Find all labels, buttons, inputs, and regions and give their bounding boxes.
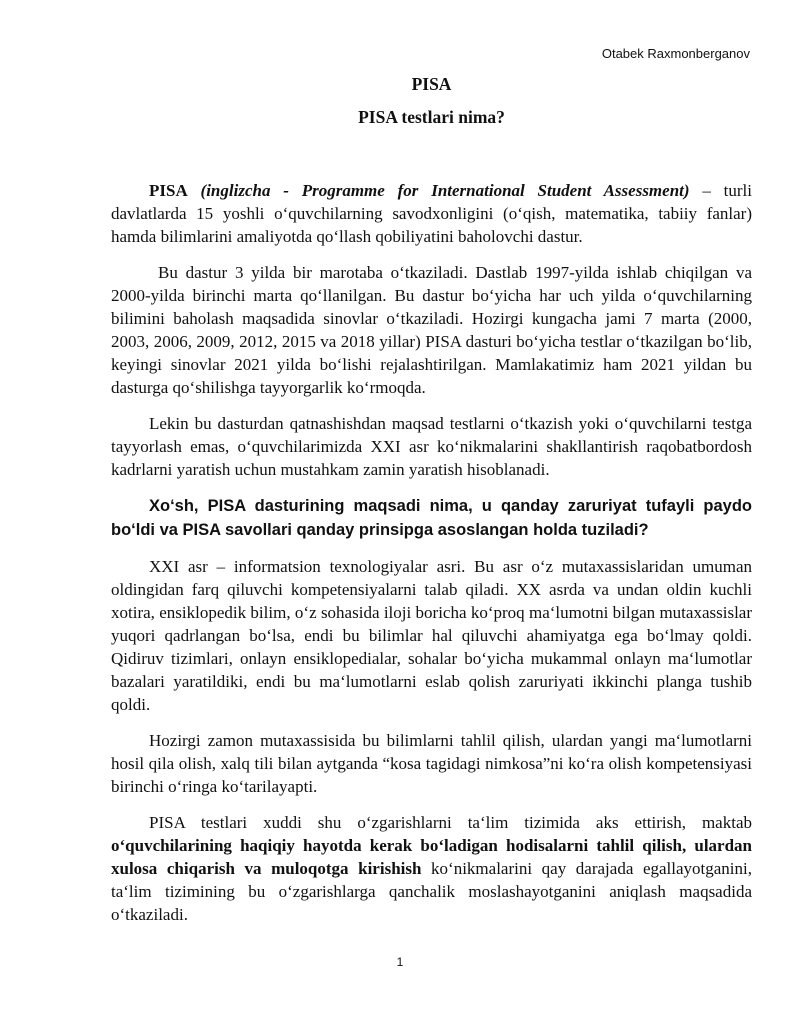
intro-lead-italic: (inglizcha - Programme for International Student Assessment) [200,181,690,200]
page-number: 1 [396,955,404,969]
paragraph-modern-specialist: Hozirgi zamon mutaxassisida bu bilimlarni tahlil qilish, ulardan yangi ma‘lumotlarni hosil qila olish, xalq tili bilan aytganda “kosa tagidagi nimkosa”ni ko‘ra olish kompetensiyasi birinchi o‘ringa ko‘tarilayapti. [111,731,752,796]
paragraph-pisa-tests [111,811,752,926]
header-author: Otabek Raxmonberganov [601,46,750,61]
document-title: PISA [411,74,452,94]
paragraph-intro [111,179,752,248]
paragraph-schedule: Bu dastur 3 yilda bir marotaba o‘tkaziladi. Dastlab 1997-yilda ishlab chiqilgan va 2000-yilda birinchi marta qo‘llanilgan. Bu dastur bo‘yicha har uch yilda o‘quvchilarning bilimini baholash maqsadida sinovlar o‘tkaziladi. Hozirgi kungacha jami 7 marta (2000, 2003, 2006, 2009, 2012, 2015 va 2018 yillar) PISA dasturi bo‘yicha testlar o‘tkazilgan bo‘lib, keyingi sinovlar 2021 yilda bo‘lishi rejalashtirilgan. Mamlakatimiz ham 2021 yildan bu dasturga qo‘shilishga tayyorgarlik ko‘rmoqda. [111,263,752,397]
pisa-tests-end: ko‘nikmalarini qay darajada egallayotganini, ta‘lim tizimining bu o‘zgarishlarga qanchalik moslashayotganini aniqlash maqsadida o‘tkaziladi. [111,859,753,924]
document-body [111,73,752,926]
intro-rest: – turli davlatlarda 15 yoshli o‘quvchilarning savodxonligini (o‘qish, matematika, tabiiy fanlar) hamda bilimlarini amaliyotda qo‘llash qobiliyatini baholovchi dastur. [111,181,752,246]
pisa-tests-start: PISA testlari xuddi shu o‘zgarishlarni ta‘lim tizimida aks ettirish, maktab [149,813,752,832]
pisa-tests-bold: o‘quvchilarining haqiqiy hayotda kerak bo‘ladigan hodisalarni tahlil qilish, ulardan xulosa chiqarish va muloqotga kirishish [111,836,752,878]
document-subtitle: PISA testlari nima? [358,107,505,127]
intro-lead: PISA [149,181,188,200]
paragraph-purpose: Lekin bu dasturdan qatnashishdan maqsad testlarni o‘tkazish yoki o‘quvchilarni testga tayyorlash emas, o‘quvchilarimizda XXI asr ko‘nikmalarini shakllantirish raqobatbordosh kadrlarni yaratish uchun mustahkam zamin yaratish hisoblanadi. [111,414,752,479]
section-heading: Xo‘sh, PISA dasturining maqsadi nima, u qanday zaruriyat tufayli paydo bo‘ldi va PISA savollari qanday prinsipga asoslangan holda tuziladi? [111,497,752,539]
paragraph-xxi-century: XXI asr – informatsion texnologiyalar asri. Bu asr o‘z mutaxassislaridan umuman oldingidan farq qiluvchi kompetensiyalarni talab qiladi. XX asrda va undan oldin kuchli xotira, ensiklopedik bilim, o‘z sohasida iloji boricha ko‘proq ma‘lumotni bilgan mutaxassislar yuqori qadrlangan bo‘lsa, endi bu bilimlar hal qiluvchi ahamiyatga ega bo‘lmay qoldi. Qidiruv tizimlari, onlayn ensiklopedialar, sohalar bo‘yicha mukammal onlayn ma‘lumotlar bazalari yaratildiki, endi bu ma‘lumotlarni eslab qolish zaruriyati ikkinchi planga tushib qoldi. [111,557,752,714]
